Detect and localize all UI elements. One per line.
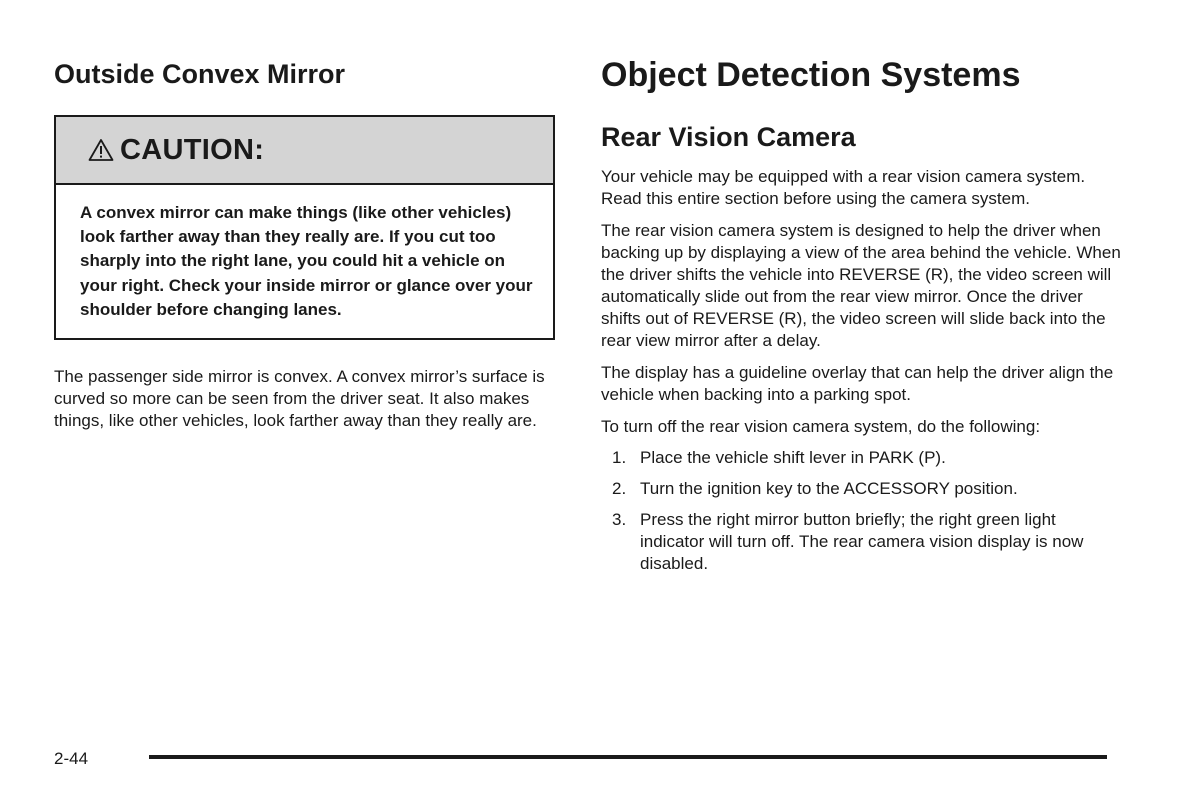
step-number: 3. bbox=[612, 510, 627, 529]
caution-box bbox=[54, 115, 555, 340]
caution-title: CAUTION: bbox=[120, 133, 265, 166]
step-number: 1. bbox=[612, 448, 627, 467]
page-number: 2-44 bbox=[54, 749, 89, 768]
steps-list bbox=[601, 447, 1121, 575]
list-item bbox=[601, 447, 1121, 469]
paragraph-intro: Your vehicle may be equipped with a rear vision camera system. Read this entire section before using the camera system. bbox=[601, 167, 1086, 208]
left-column bbox=[54, 56, 559, 432]
right-column bbox=[601, 54, 1121, 584]
subheading-rear-vision-camera: Rear Vision Camera bbox=[601, 122, 856, 152]
convex-mirror-paragraph: The passenger side mirror is convex. A convex mirror’s surface is curved so more can be seen from the driver seat. It also makes things, like other vehicles, look farther away than they really are. bbox=[54, 367, 545, 431]
paragraph-guideline: The display has a guideline overlay that can help the driver align the vehicle when backing into a parking spot. bbox=[601, 363, 1114, 404]
list-item bbox=[601, 509, 1121, 575]
step-text: Press the right mirror button briefly; the right green light indicator will turn off. The rear camera vision display is now disabled. bbox=[640, 510, 1084, 573]
paragraph-turn-off: To turn off the rear vision camera system, do the following: bbox=[601, 417, 1041, 436]
caution-text: A convex mirror can make things (like other vehicles) look farther away than they really are. If you cut too sharply into the right lane, you could hit a vehicle on your right. Check your inside mirror or glance over your shoulder before changing lanes. bbox=[80, 203, 533, 319]
page-title: Object Detection Systems bbox=[601, 56, 1021, 94]
list-item bbox=[601, 478, 1121, 500]
caution-header bbox=[56, 117, 553, 185]
step-text: Turn the ignition key to the ACCESSORY position. bbox=[640, 479, 1018, 498]
step-number: 2. bbox=[612, 479, 627, 498]
footer-rule bbox=[149, 755, 1107, 759]
step-text: Place the vehicle shift lever in PARK (P). bbox=[640, 448, 946, 467]
paragraph-description: The rear vision camera system is designed to help the driver when backing up by displaying a view of the area behind the vehicle. When the driver shifts the vehicle into REVERSE (R), the video screen will automatically slide out from the rear view mirror. Once the driver shifts out of REVERSE (R), the video screen will slide back into the rear view mirror after a delay. bbox=[601, 221, 1121, 350]
section-heading-outside-convex-mirror: Outside Convex Mirror bbox=[54, 59, 346, 89]
warning-triangle-icon bbox=[88, 138, 114, 162]
